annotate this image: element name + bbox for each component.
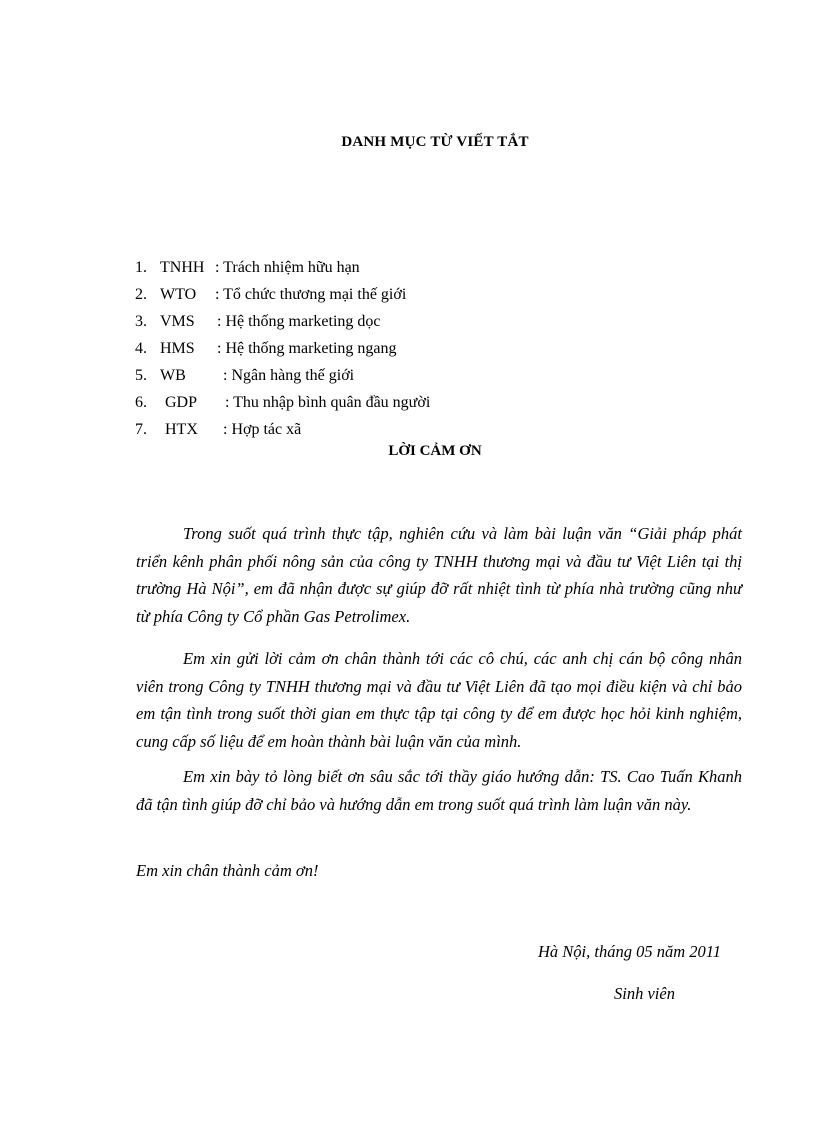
abbreviation-number: 5.	[135, 367, 147, 384]
abbreviation-code: WB	[160, 367, 186, 384]
abbreviation-number: 7.	[135, 421, 147, 438]
abbreviation-definition: : Tổ chức thương mại thế giới	[215, 286, 407, 303]
closing-line: Em xin chân thành cảm ơn!	[136, 861, 319, 880]
abbreviation-number: 4.	[135, 340, 147, 357]
abbreviation-number: 2.	[135, 286, 147, 303]
date-line: Hà Nội, tháng 05 năm 2011	[538, 942, 722, 961]
abbreviation-definition: : Hợp tác xã	[223, 421, 302, 438]
abbreviation-code: TNHH	[160, 259, 205, 276]
abbreviation-definition: : Ngân hàng thế giới	[223, 367, 355, 384]
abbreviation-code: WTO	[160, 286, 197, 303]
abbreviation-number: 1.	[135, 259, 147, 276]
abbreviation-number: 6.	[135, 394, 147, 411]
abbreviation-code: HMS	[160, 340, 195, 357]
abbreviation-code: VMS	[160, 313, 195, 330]
abbreviation-definition: : Hệ thống marketing dọc	[217, 313, 381, 330]
acknowledgement-title: LỜI CẢM ƠN	[388, 443, 482, 459]
abbreviation-number: 3.	[135, 313, 147, 330]
acknowledgement-paragraph: Trong suốt quá trình thực tập, nghiên cứu và làm bài luận văn “Giải pháp phát triển kênh phân phối nông sản của công ty TNHH thương mại và đầu tư Việt Liên tại thị trường Hà Nội”, em đã nhận được sự giúp đỡ rất nhiệt tình từ phía nhà trường cũng như từ phía Công ty Cổ phần Gas Petrolimex.	[136, 524, 742, 626]
acknowledgement-paragraph: Em xin bày tỏ lòng biết ơn sâu sắc tới thầy giáo hướng dẫn: TS. Cao Tuấn Khanh đã tận tình giúp đỡ chỉ bảo và hướng dẫn em trong suốt quá trình làm luận văn này.	[136, 767, 742, 814]
abbreviation-definition: : Hệ thống marketing ngang	[217, 340, 397, 357]
abbreviation-code: HTX	[165, 421, 198, 438]
abbreviation-code: GDP	[165, 394, 198, 411]
abbreviations-title: DANH MỤC TỪ VIẾT TẮT	[341, 134, 529, 150]
abbreviation-definition: : Thu nhập bình quân đầu người	[225, 394, 431, 411]
acknowledgement-paragraph: Em xin gửi lời cảm ơn chân thành tới các cô chú, các anh chị cán bộ công nhân viên trong Công ty TNHH thương mại và đầu tư Việt Liên đã tạo mọi điều kiện và chỉ bảo em tận tình trong suốt thời gian em thực tập tại công ty để em được học hỏi kinh nghiệm, cung cấp số liệu để em hoàn thành bài luận văn của mình.	[136, 649, 742, 751]
abbreviation-definition: : Trách nhiệm hữu hạn	[215, 259, 360, 276]
signature-label: Sinh viên	[614, 984, 675, 1003]
